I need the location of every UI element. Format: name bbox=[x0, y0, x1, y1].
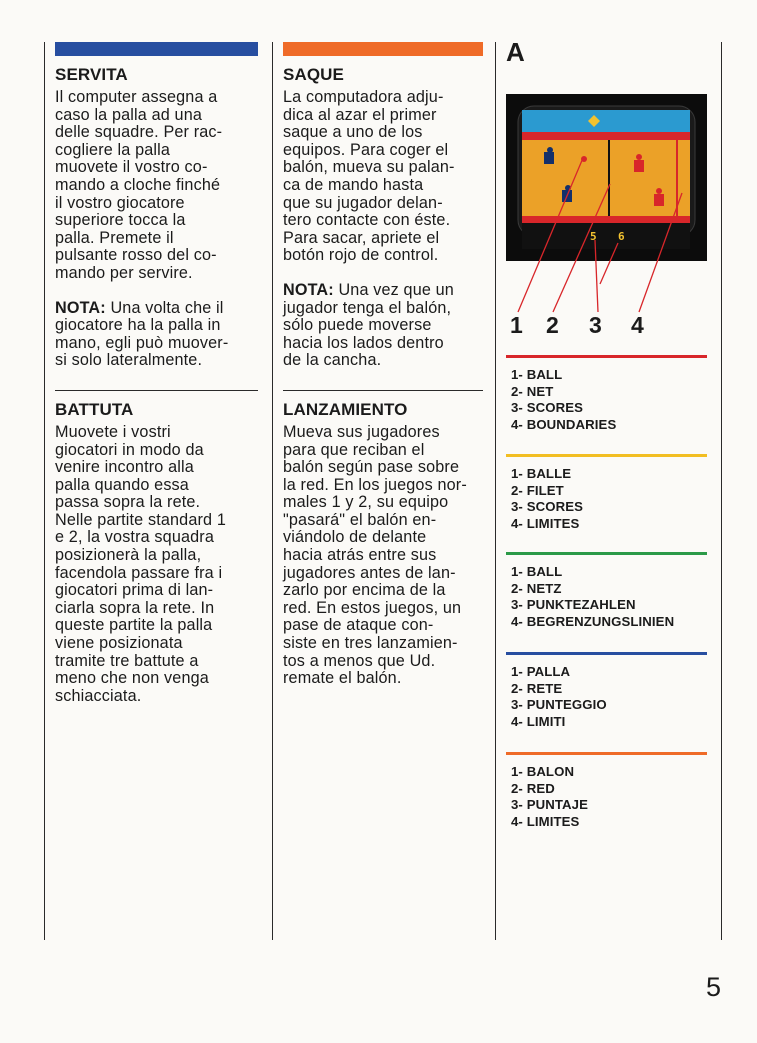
battuta-text: Muovete i vostri giocatori in modo da venire incontro alla palla quando essa passa sopra la rete. Nelle partite standard 1 e 2, la vostra squadra posizionerà la palla, facendola passare fra i giocatori prima di lan- ciarla sopra la rete. In queste partite la palla viene posizionata tramite tre battute a meno che non venga schiacciata. bbox=[55, 422, 226, 705]
legend-item: 1- PALLA bbox=[511, 664, 571, 679]
battuta-heading: BATTUTA bbox=[55, 399, 134, 419]
legend-item: 4- BEGRENZUNGSLINIEN bbox=[511, 613, 675, 629]
nota-text: Una volta che il giocatore ha la palla in mano, egli può muover- si solo lateralmente. bbox=[55, 298, 229, 370]
legend-item: 4- LIMITI bbox=[511, 713, 566, 729]
legend-item: 1- BALLE bbox=[511, 466, 572, 481]
lanzamiento-text: Mueva sus jugadores para que reciban el balón según pase sobre la red. En los juegos nor- males 1 y 2, su equipo "pasará" el balón en- viándolo de delante hacia atrás entre sus jugadores antes de lan- zarlo por encima de la red. En estos juegos, un pase de ataque con- siste en tres lanzamien- tos a menos que Ud. remate el balón. bbox=[283, 422, 467, 688]
score-left: 5 bbox=[590, 230, 597, 243]
callout-number-4: 4 bbox=[631, 312, 644, 338]
legend-item: 2- NET bbox=[511, 383, 554, 399]
saque-text: La computadora adju- dica al azar el primer saque a uno de los equipos. Para coger el balón, mueva su palan- ca de mando hasta que su jugador delan- tero contacte con éste. Para sacar, apriete el botón rojo de control. bbox=[283, 88, 455, 265]
legend-item: 3- SCORES bbox=[511, 499, 583, 515]
legend-item: 4- BOUNDARIES bbox=[511, 416, 617, 432]
legend-item: 4- LIMITES bbox=[511, 515, 580, 531]
legend-item: 3- PUNTAJE bbox=[511, 797, 588, 813]
legend-color-bar bbox=[506, 752, 707, 755]
score-right: 6 bbox=[618, 230, 625, 243]
legend-item: 2- RETE bbox=[511, 680, 563, 696]
legend-german bbox=[506, 552, 707, 630]
legend-spanish bbox=[506, 752, 707, 830]
saque-heading: SAQUE bbox=[283, 65, 344, 84]
figure-label: A bbox=[506, 37, 525, 67]
nota-text: Una vez que un jugador tenga el balón, sólo puede moverse hacia los lados dentro de la cancha. bbox=[283, 280, 454, 370]
legend-italian bbox=[506, 652, 707, 730]
legend-item: 2- FILET bbox=[511, 482, 564, 498]
page-number: 5 bbox=[706, 972, 722, 1002]
legend-item: 4- LIMITES bbox=[511, 813, 580, 829]
lanzamiento-heading: LANZAMIENTO bbox=[283, 399, 408, 419]
legend-item: 1- BALL bbox=[511, 367, 563, 382]
nota-label: NOTA: bbox=[55, 298, 106, 317]
legend-item: 3- SCORES bbox=[511, 400, 583, 416]
legend-item: 2- NETZ bbox=[511, 580, 562, 596]
legend-color-bar bbox=[506, 552, 707, 555]
legend-english bbox=[506, 355, 707, 433]
legend-item: 1- BALL bbox=[511, 564, 563, 579]
legend-item: 1- BALON bbox=[511, 764, 575, 779]
legend-item: 2- RED bbox=[511, 780, 555, 796]
servita-heading: SERVITA bbox=[55, 65, 128, 84]
legend-item: 3- PUNTEGGIO bbox=[511, 697, 607, 713]
legend-color-bar bbox=[506, 355, 707, 358]
callout-number-2: 2 bbox=[546, 312, 559, 338]
servita-text: Il computer assegna a caso la palla ad una delle squadre. Per rac- cogliere la palla muovete il vostro co- mando a cloche finché il vostro giocatore superiore tocca la palla. Premete il pulsante rosso del co- mando per servire. bbox=[55, 88, 223, 282]
legend-color-bar bbox=[506, 652, 707, 655]
nota-label: NOTA: bbox=[283, 280, 334, 299]
callout-number-1: 1 bbox=[510, 312, 523, 338]
callout-number-3: 3 bbox=[589, 312, 602, 338]
legend-color-bar bbox=[506, 454, 707, 457]
legend-french bbox=[506, 454, 707, 532]
legend-item: 3- PUNKTEZAHLEN bbox=[511, 597, 636, 613]
